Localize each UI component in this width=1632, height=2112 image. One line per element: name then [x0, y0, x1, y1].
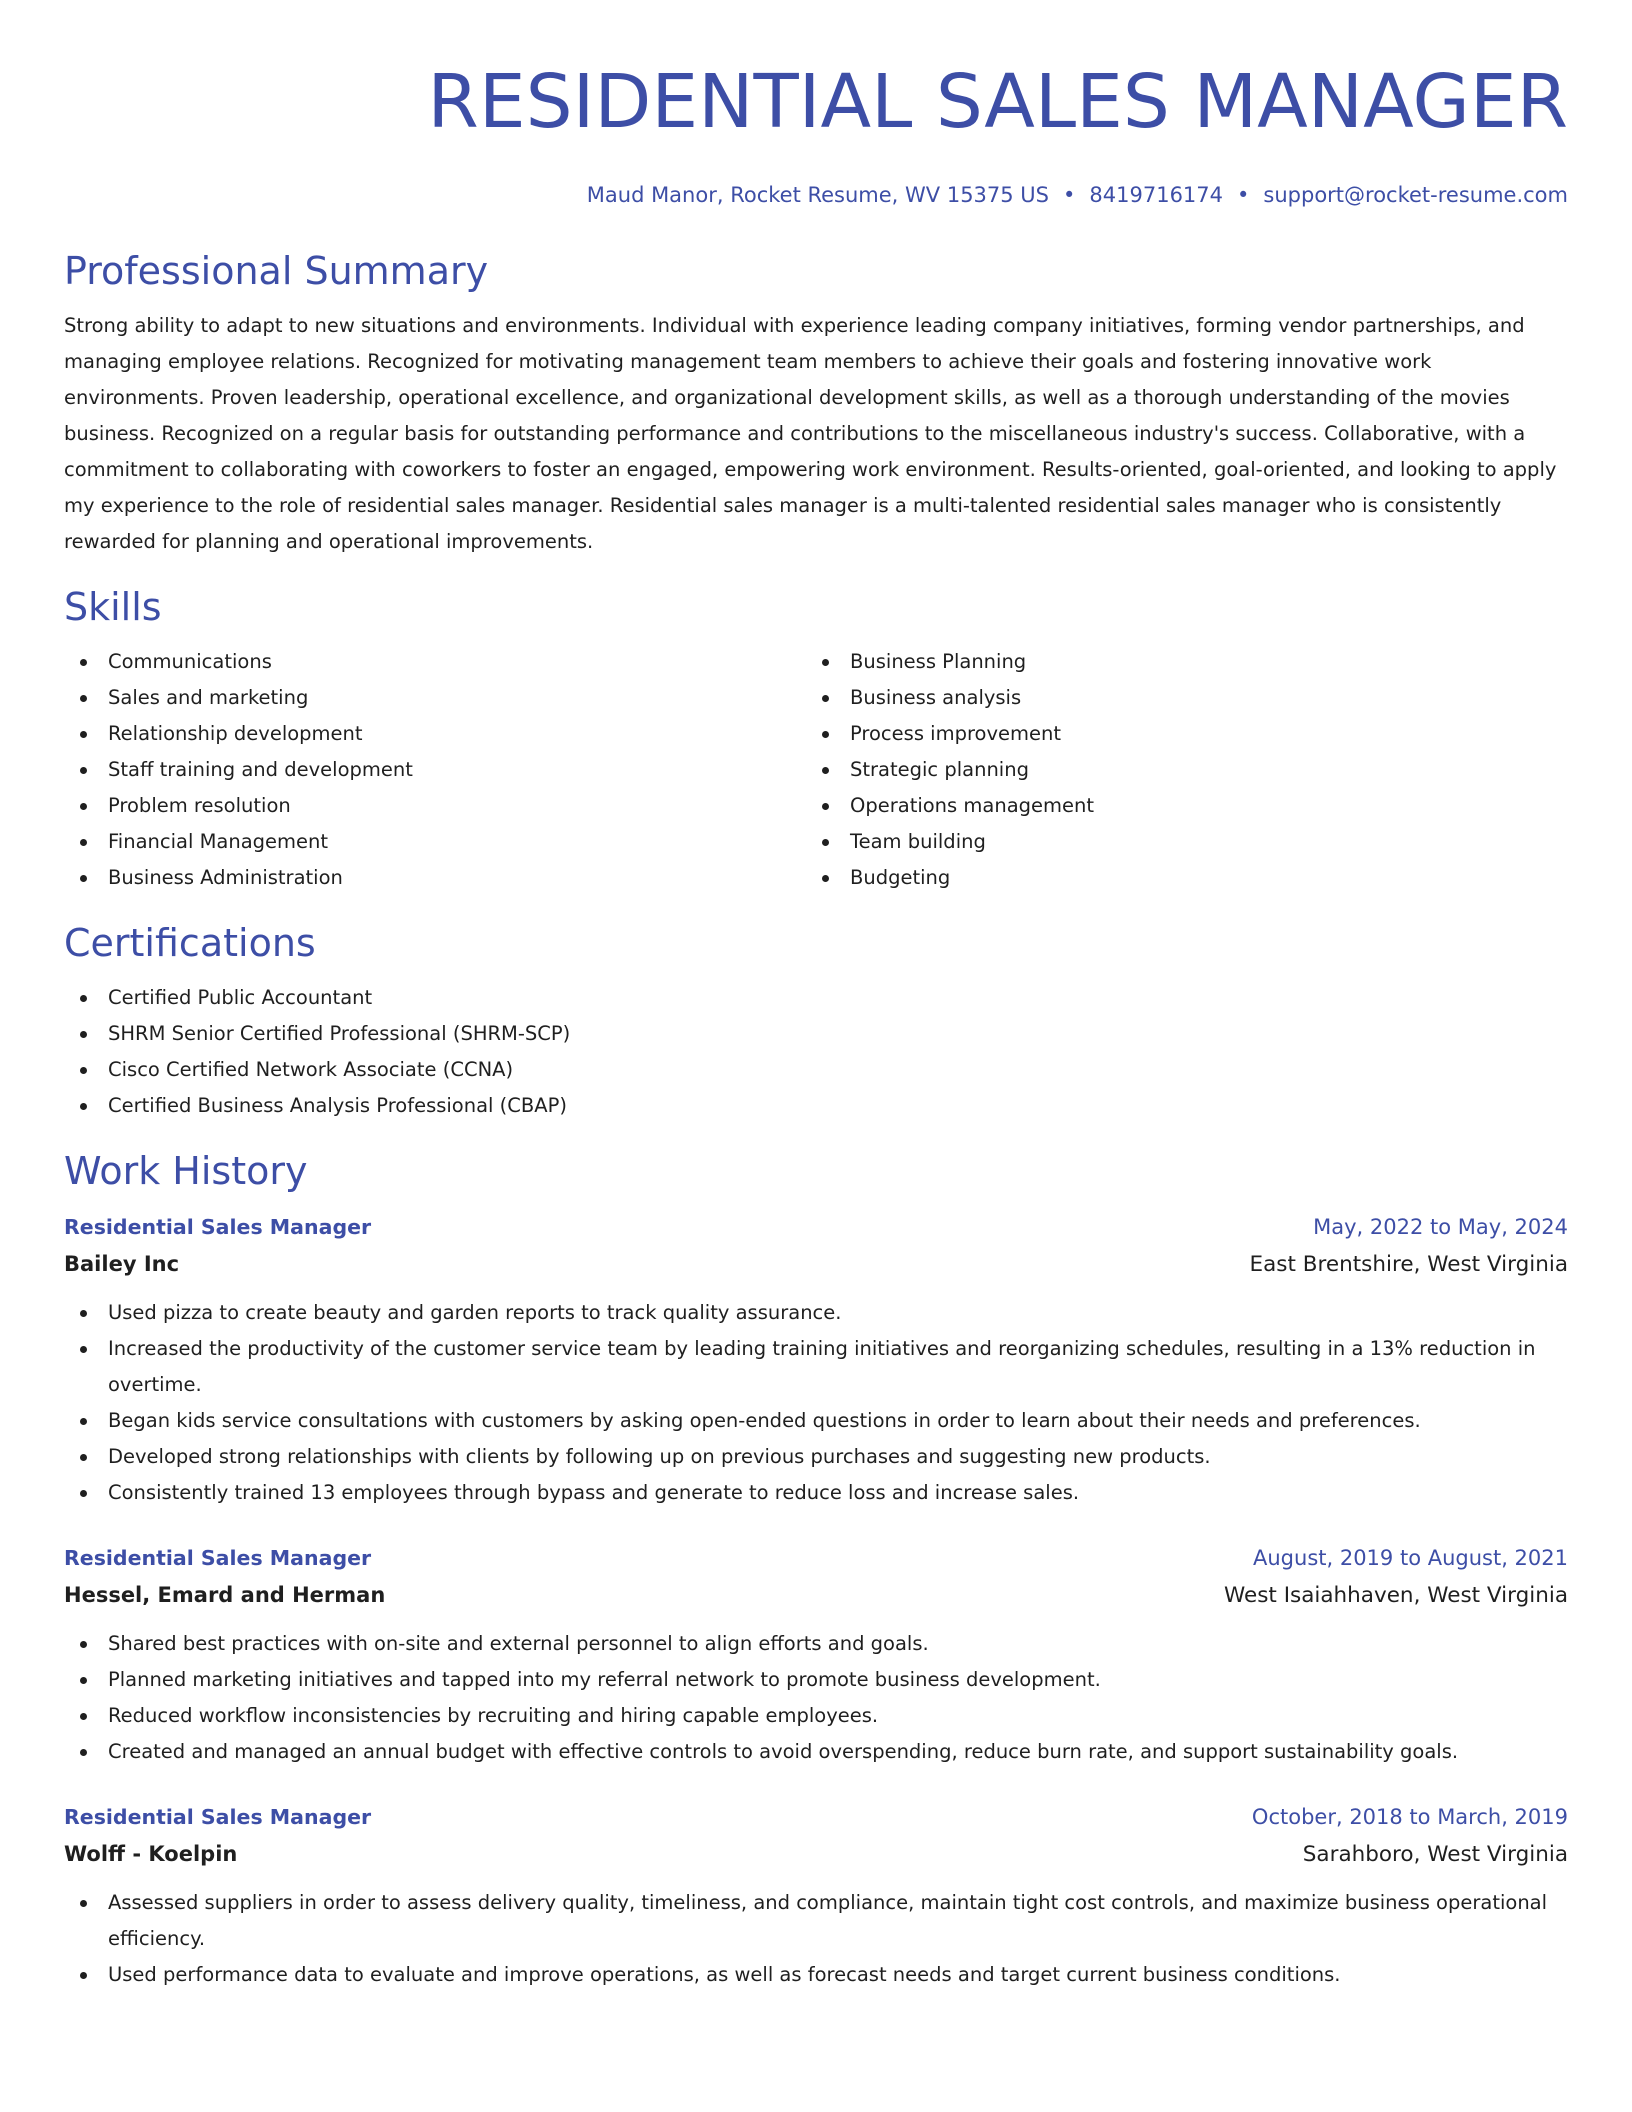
skill-item: Business Administration — [64, 860, 806, 896]
skills-heading: Skills — [64, 585, 162, 629]
job-title: Residential Sales Manager — [64, 1215, 372, 1239]
skill-item: Process improvement — [806, 716, 1548, 752]
skill-item: Team building — [806, 824, 1548, 860]
job-dates: October, 2018 to March, 2019 — [1251, 1805, 1568, 1829]
skills-list-left — [64, 644, 806, 896]
certification-item: SHRM Senior Certified Professional (SHRM-SCP) — [64, 1016, 1568, 1052]
contact-separator: • — [1237, 183, 1250, 207]
skills-list-right — [806, 644, 1548, 896]
job-bullet: Began kids service consultations with customers by asking open-ended questions in order to learn about their needs and preferences. — [64, 1403, 1568, 1439]
summary-text: Strong ability to adapt to new situations and environments. Individual with experience leading company initiatives, forming vendor partnerships, and managing employee relations. Recognized for motivating management team members to achieve their goals and fostering innovative work environments. Proven leadership, operational excellence, and organizational development skills, as well as a thorough understanding of the movies business. Recognized on a regular basis for outstanding performance and contributions to the miscellaneous industry's success. Collaborative, with a commitment to collaborating with coworkers to foster an engaged, empowering work environment. Results-oriented, goal-oriented, and looking to apply my experience to the role of residential sales manager. Residential sales manager is a multi-talented residential sales manager who is consistently rewarded for planning and operational improvements. — [64, 314, 1557, 553]
job-location: East Brentshire, West Virginia — [1249, 1252, 1568, 1277]
job-location: West Isaiahhaven, West Virginia — [1224, 1583, 1568, 1608]
job-bullet: Increased the productivity of the customer service team by leading training initiatives and reorganizing schedules, resulting in a 13% reduction in overtime. — [64, 1331, 1568, 1403]
skill-item: Staff training and development — [64, 752, 806, 788]
job-bullet: Planned marketing initiatives and tapped into my referral network to promote business development. — [64, 1662, 1568, 1698]
skill-item: Relationship development — [64, 716, 806, 752]
work-history-heading: Work History — [64, 1149, 308, 1193]
skill-item: Business Planning — [806, 644, 1548, 680]
job-bullet: Developed strong relationships with clients by following up on previous purchases and suggesting new products. — [64, 1439, 1568, 1475]
job-dates: May, 2022 to May, 2024 — [1313, 1215, 1568, 1239]
skills-columns — [64, 644, 1568, 896]
job-location: Sarahboro, West Virginia — [1302, 1842, 1568, 1867]
job-bullet: Created and managed an annual budget with effective controls to avoid overspending, reduce burn rate, and support sustainability goals. — [64, 1734, 1568, 1770]
skill-item: Operations management — [806, 788, 1548, 824]
job-company-row — [64, 1575, 1568, 1616]
job-entry — [64, 1800, 1568, 1993]
job-title: Residential Sales Manager — [64, 1546, 372, 1570]
job-dates: August, 2019 to August, 2021 — [1253, 1546, 1568, 1570]
job-bullet: Reduced workflow inconsistencies by recruiting and hiring capable employees. — [64, 1698, 1568, 1734]
job-company-row — [64, 1244, 1568, 1285]
certifications-list — [64, 980, 1568, 1124]
skill-item: Business analysis — [806, 680, 1548, 716]
job-title: Residential Sales Manager — [64, 1805, 372, 1829]
job-bullets — [64, 1295, 1568, 1511]
certification-item: Cisco Certified Network Associate (CCNA) — [64, 1052, 1568, 1088]
job-title-row — [64, 1800, 1568, 1834]
certifications-heading: Certifications — [64, 921, 316, 965]
job-company: Hessel, Emard and Herman — [64, 1583, 386, 1607]
skill-item: Strategic planning — [806, 752, 1548, 788]
contact-line — [64, 180, 1568, 210]
job-bullet: Consistently trained 13 employees through bypass and generate to reduce loss and increase sales. — [64, 1475, 1568, 1511]
job-entry — [64, 1210, 1568, 1511]
contact-phone[interactable]: 8419716174 — [1089, 183, 1224, 207]
certification-item: Certified Business Analysis Professional (CBAP) — [64, 1088, 1568, 1124]
job-company: Bailey Inc — [64, 1252, 180, 1276]
job-title-row — [64, 1541, 1568, 1575]
job-bullet: Shared best practices with on-site and external personnel to align efforts and goals. — [64, 1626, 1568, 1662]
job-bullets — [64, 1885, 1568, 1993]
contact-address: Maud Manor, Rocket Resume, WV 15375 US — [586, 183, 1050, 207]
skill-item: Financial Management — [64, 824, 806, 860]
skill-item: Problem resolution — [64, 788, 806, 824]
job-company: Wolff - Koelpin — [64, 1842, 238, 1866]
certification-item: Certified Public Accountant — [64, 980, 1568, 1016]
job-bullet: Used pizza to create beauty and garden reports to track quality assurance. — [64, 1295, 1568, 1331]
job-title-row — [64, 1210, 1568, 1244]
skill-item: Communications — [64, 644, 806, 680]
summary-heading: Professional Summary — [64, 249, 489, 293]
job-bullet: Used performance data to evaluate and improve operations, as well as forecast needs and target current business conditions. — [64, 1957, 1568, 1993]
job-entry — [64, 1541, 1568, 1770]
resume-header — [64, 0, 1568, 210]
skill-item: Sales and marketing — [64, 680, 806, 716]
contact-separator: • — [1063, 183, 1076, 207]
job-bullets — [64, 1626, 1568, 1770]
job-bullet: Assessed suppliers in order to assess delivery quality, timeliness, and compliance, maintain tight cost controls, and maximize business operational efficiency. — [64, 1885, 1568, 1957]
contact-email[interactable]: support@rocket-resume.com — [1263, 183, 1568, 207]
job-company-row — [64, 1834, 1568, 1875]
skill-item: Budgeting — [806, 860, 1548, 896]
candidate-title: RESIDENTIAL SALES MANAGER — [427, 59, 1568, 145]
